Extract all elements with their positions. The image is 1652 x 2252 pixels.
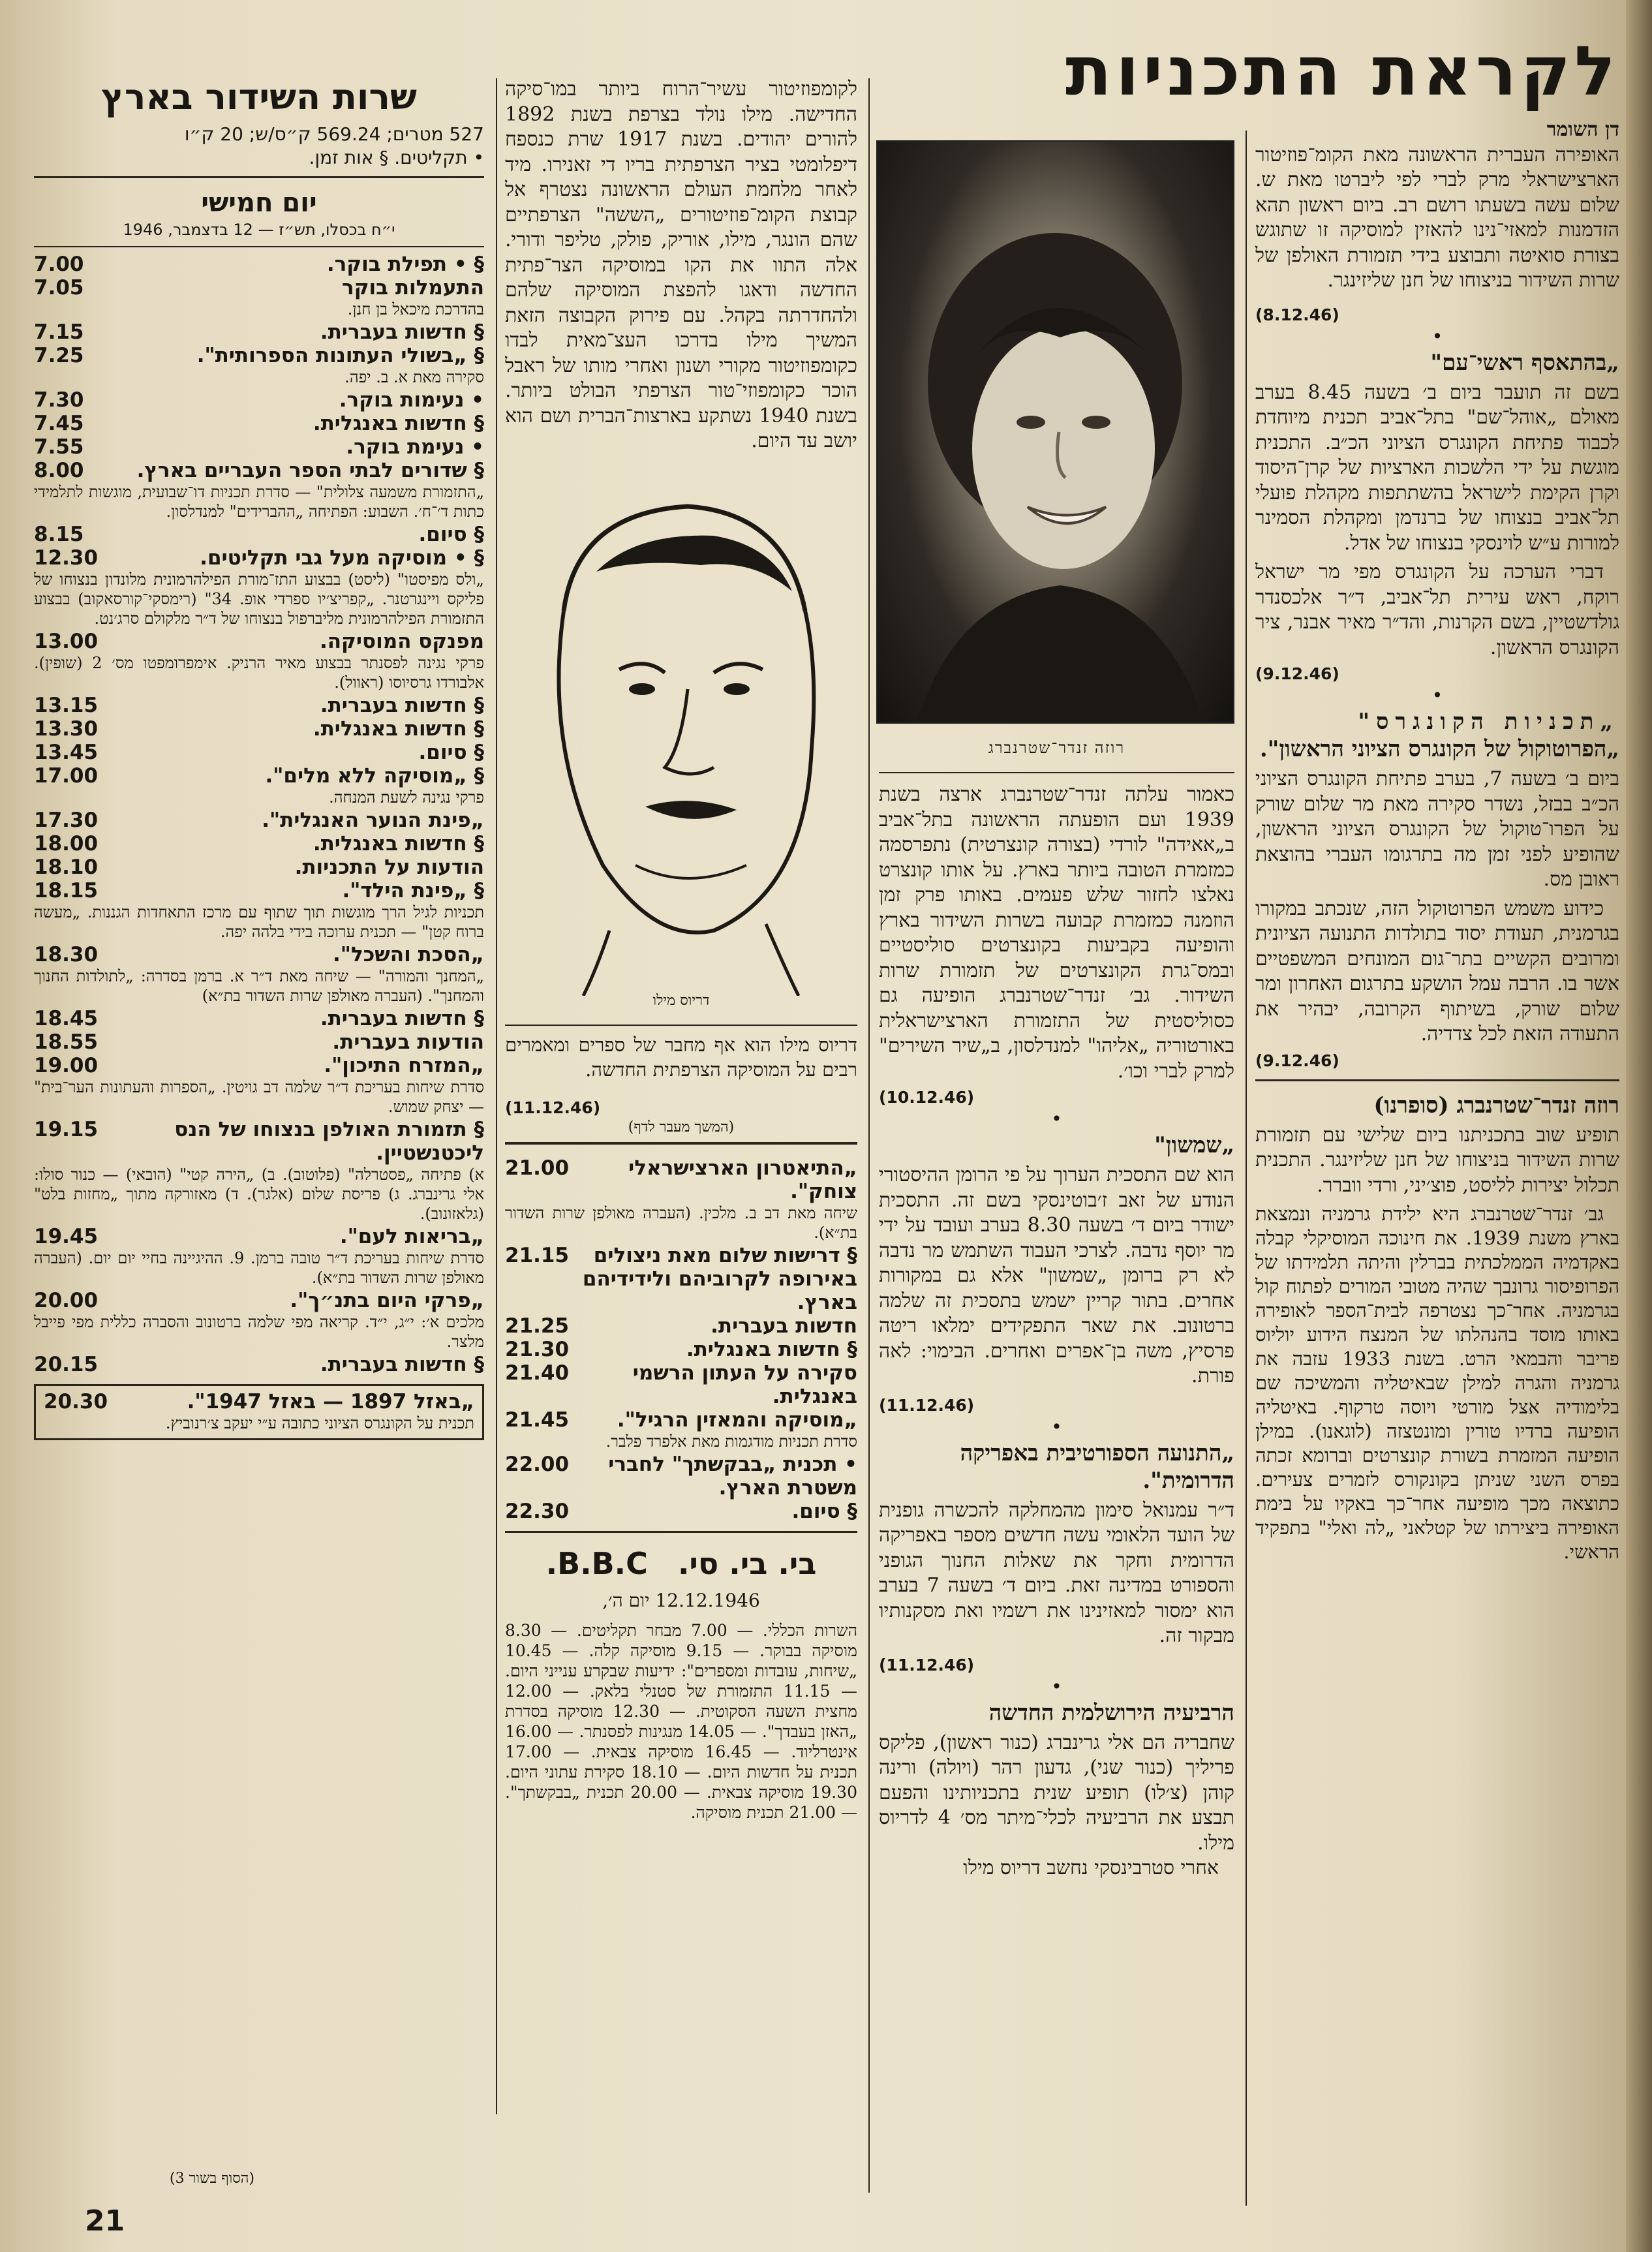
bbc-heading [505,1546,857,1581]
item-time: 7.25 [34,344,84,367]
item-title: הודעות על התכניות. [294,856,484,879]
item-title: § חדשות בעברית. [320,694,484,717]
item-time: 7.55 [34,435,84,459]
milhaud-sketch [505,474,857,1009]
schedule-item [44,1390,474,1413]
item-title: • תכנית „בבקשתך" לחברי משטרת הארץ. [608,1452,857,1500]
samson-heading: „שמשון" [1154,1132,1234,1158]
item-title: § חדשות באנגלית. [686,1337,857,1361]
item-time: 21.00 [505,1156,570,1180]
sketch-note: דריוס מילו הוא אף מחבר של ספרים ומאמרים רבים על המוסיקה הצרפתית החדשה. [505,1033,857,1081]
item-title: § חדשות בעברית. [320,1353,484,1376]
schedule-item [34,276,484,300]
bbc-date: 12.12.1946 יום ה׳, [602,1589,760,1611]
item-title: § תזמורת האולפן בנצוחו של הנס ליכטנשטיין. [174,1118,484,1165]
schedule-item [505,1500,857,1523]
schedule-item [505,1361,857,1408]
item-time: 18.00 [34,832,99,856]
daily-schedule [34,253,484,1376]
item-time: 8.00 [34,459,84,482]
item-time: 20.30 [44,1390,108,1413]
item-title: „באזל 1897 — באזל 1947". [187,1390,474,1413]
rosa-continued: כאמור עלתה זנדר־שטרנברג ארצה בשנת 1939 ועם הופעתה הראשונה בתל־אביב ב„אאידה" לורדי (בצורה קונצרטית) נתפרסמה כמזמרת הטובה ביותר בארץ. על אותו קונצרט נאלצו לחזור שלש פעמים. באותו פרק זמן הוזמנה כמזמרת קבועה בשרות השידור בארץ והופיעה בקביעות בקונצרטים סוליסטיים ובמס־גרת הקונצרטים של תזמורת שרות השידור. גב׳ זנדר־שטרנברג הופיעה גם כסוליסטית של התזמורת הארצישראלית באורטוריה „אליהו" למנדלסון, ב„שיר השירים" למרק לברי וכו׳. [879,783,1234,1083]
asaf-heading: „בהתאסף ראשי־עם" [1430,349,1619,376]
congress-heading: „תכניות הקונגרס" [1358,709,1619,735]
schedule-item [505,1244,857,1314]
item-time: 13.00 [34,630,99,653]
item-title: § סיום. [418,523,484,546]
item-time: 21.15 [505,1243,570,1267]
item-title: „פרקי היום בתנ״ך". [290,1289,484,1312]
item-time: 18.30 [34,943,99,966]
item-title: § • מוסיקה מעל גבי תקליטים. [200,546,484,570]
schedule-item [34,809,484,832]
section-rule [34,246,484,247]
sketch-caption: דריוס מילו [652,992,710,1009]
item-time: 20.00 [34,1289,99,1312]
separator-dot: • [1051,1108,1062,1130]
item-time: 18.15 [34,879,99,902]
item-time: 21.40 [505,1361,570,1385]
schedule-item [34,459,484,482]
schedule-item [34,856,484,879]
item-desc: א) פתיחה „פסטרלה" (פלוטוב). ב) „הירה קטי" (הובאי) — כנור סולו: אלי גרינברג. ג) פריסת שלום (אלגר). ד) מאזורקה מתוך „מחזות בלט" (גלאזונוב). [34,1165,485,1223]
congress-subheading: „הפרוטוקול של הקונגרס הציוני הראשון". [1259,736,1619,762]
schedule-item [34,630,484,653]
section-rule [1255,1079,1619,1081]
schedule-item [34,1007,484,1030]
date-note: (10.12.46) [879,1088,975,1107]
evening-schedule [505,1156,857,1523]
item-time: 19.45 [34,1225,99,1248]
item-title: • נעימות בוקר. [339,388,484,412]
item-time: 12.30 [34,546,99,570]
rosa-text-2: גב׳ זנדר־שטרנברג היא ילידת גרמניה ונמצאת בארץ משנת 1939. את חינוכה המוסיקלי קבלה באקדמיה הממלכתית בברלין והיתה תלמידתו של הפרופיסור גרונבך שהיה מטובי המורים לפתוח קול בגרמניה. אחר־כך נצטרפה לבית־הספר לאופירה באותו מוסד בהנהלתו של המנצח הידוע יוליוס פריבר והבמאי הרט. בשנת 1933 עזבה את גרמניה והגרה למילן שבאיטליה והמשיכה שם בלימודיה אצל מורטי ויוסה טרקוף. באיטליה הופיעה ברדיו טורין ומונטצזה (לוגאנו). במילן הופיעה המזמרת בשורת קונצרטים וברומא זכתה בפרס השני שניתן בקונקורס לזמרים צעירים. כתוצאה מכך מופיעה אחר־כך באקיו על בימת האופירה ביצירתו של קטלאני „לה ואלי" בתפקיד הראשי. [1255,1203,1619,1563]
item-title: § „מוסיקה ללא מלים". [265,764,484,788]
column-4 [34,77,484,1440]
item-desc: סדרת שיחות בעריכת ד״ר שלמה דב גויטין. „הספרות והעתונות הער־בית" — יצחק שמוש. [34,1078,484,1116]
item-desc: שיחה מאת דב ב. מלכין. (העברה מאולפן שרות השדור בת״א). [505,1203,857,1242]
item-title: § דרישות שלום מאת ניצולים באירופה לקרוביהם ולידידיהם בארץ. [582,1243,857,1314]
item-time: 19.00 [34,1054,99,1077]
bbc-schedule-text: השרות הכללי. — 7.00 מבחר תקליטים. — 8.30 מוסיקה בבוקר. — 9.15 מוסיקה קלה. — 10.45 „שיחות, עובדות ומספרים": ידיעות שבקרע ענייני היום. — 11.15 התזמורת של סטנלי בלאק. — 12.00 מחצית השעה הסקוטית. — 12.30 מוסיקה בסדרת „האזן בעבדך". — 14.05 מנגינות לפסנתר. — 16.00 אינטרליוד. — 16.45 מוסיקה צבאית. — 17.00 תכנית על חדשות היום. — 18.10 סקירת עתוני היום. 19.30 מוסיקה צבאית. — 20.00 תכנית „בבקשתך". — 21.00 תכנית מוסיקה. [505,1620,858,1822]
schedule-item [34,832,484,856]
item-title: „מוסיקה והמאזין הרגיל". [617,1408,857,1432]
item-desc: סדרת תכניות מודגמות מאת אלפרד פלבר. [605,1432,857,1451]
sport-text: ד״ר עמנואל סימון מהמחלקה להכשרה גופנית של הועד הלאומי עשה חדשים מספר באפריקה הדרומית וחקר את שאלות החנוך הגופני והספורט במדינה זאת. ביום ד׳ בשעה 7 בערב הוא ימסור למאזינינו את רשמיו ואת מסקנותיו מבקור זה. [879,1498,1234,1647]
col1-intro: האופירה העברית הראשונה מאת הקומ־פוזיטור הארצישראלי מרק לברי לפי ליברטו מאת ש. שלום עשה בשעתו רושם רב. ביום ראשון תהא הזדמנות למאזי־נינו להאזין למוסיקה זו שתוגש בצורת סואיטה ותבוצע בידי תזמורת האולפן של שרות השידור בניצוחו של חנן שליזינגר. [1255,143,1619,292]
asaf-text-2: דברי הערכה על הקונגרס מפי מר ישראל רוקח, ראש עירית תל־אביב, ד״ר אלכסנדר גולדשטיין, בשם הקרנות, והד״ר מאיר אבנר, ציר הקונגרס הראשון. [1255,561,1619,659]
item-time: 22.00 [505,1452,570,1476]
item-desc: בהדרכת מיכאל בן חנן. [347,300,484,318]
item-title: § חדשות באנגלית. [313,412,484,435]
schedule-item [34,1225,484,1248]
schedule-item [34,717,484,741]
item-title: § חדשות בעברית. [320,320,484,344]
item-title: § חדשות באנגלית. [313,717,484,741]
separator-dot: • [1431,325,1443,347]
date-note: (9.12.46) [1255,1051,1339,1070]
item-desc: מלכים א׳: י״ג, י״ד. קריאה מפי שלמה ברטונוב והסברה כללית מפי פייבל מלצר. [34,1313,485,1351]
item-title: „התיאטרון הארצישראלי צוחק". [628,1156,857,1203]
congress-text-2: כידוע משמש הפרוטוקול הזה, שנכתב במקורו בגרמנית, תעודת יסוד בתולדות התנועה הציונית ומרובים הקשיים בתר־גום המונחים המשפטיים אשר בו. הרבה עמל הושקע בתרגום האחרון ומר שלום שורק, בשיתוף הקרובה, יבהיר את התעודה הזאת לכל צדדיה. [1255,897,1619,1045]
schedule-item [34,1030,484,1054]
item-desc: תכנית על הקונגרס הציוני כתובה ע״י יעקב צ׳רנוביץ. [165,1414,474,1432]
frequency-info: 527 מטרים; 569.24 ק״ס/ש; 20 ק״ו [184,123,484,145]
item-time: 21.25 [505,1314,570,1338]
section-rule [505,1531,857,1533]
item-time: 20.15 [34,1353,99,1376]
schedule-item [34,879,484,902]
item-title: § • תפילת בוקר. [326,253,484,276]
item-title: סקירה על העתון הרשמי באנגלית. [632,1361,857,1408]
item-time: 7.45 [34,412,84,435]
item-title: „בריאות לעם". [339,1225,484,1248]
legend: • תקליטים. § אות זמן. [309,147,484,168]
item-time: 7.00 [34,253,84,276]
separator-dot: • [1431,685,1443,706]
item-time: 21.45 [505,1408,570,1432]
portrait-sketch [505,474,857,996]
portrait-photo [876,140,1234,724]
congress-text: ביום ב׳ בשעה 7, בערב פתיחת הקונגרס הציוני הכ״ב בבזל, נשדר סקירה מאת מר שלום שורק על הפרו־טוקול של הקונגרס הציוני הראשון, שהופיע לפני זמן מה בתרגומו העברי בהוצאת ראובן מס. [1255,767,1619,891]
item-desc: סדרת שיחות בעריכת ד״ר טובה ברמן. 9. ההיגיינה בחיי יום יום. (העברה מאולפן שרות השדור בת״א). [34,1249,485,1287]
separator-dot: • [1051,1675,1062,1697]
bbc-title-he: בי. בי. סי. [677,1545,817,1581]
item-time: 13.45 [34,741,99,764]
item-title: § שדורים לבתי הספר העבריים בארץ. [136,459,484,482]
item-desc: „ולס מפיסטו" (ליסט) בבצוע התז־מורת הפילהרמונית מלונדון בנצוחו של פליקס ויינגרטנר. „קפריצ׳יו ספרדי אופ. 34" (רימסקי־קורסאקוב) בבצוע התזמורת הפילהרמונית מליברפול בנצוחו של ד״ר מלקולם סרג׳נט. [34,570,484,628]
item-title: מפנקס המוסיקה. [319,630,484,653]
item-desc: פרקי נגינה לשעת המנחה. [329,788,484,807]
item-time: 18.45 [34,1007,99,1030]
item-desc: פרקי נגינה לפסנתר בבצוע מאיר הרניק. אימפרומפטו מס׳ 2 (שופין). אלבורדו גרסיוסו (ראוול). [34,654,484,692]
date-note: (9.12.46) [1255,664,1339,683]
continued-footer: (הסוף בשור 3) [170,2170,254,2187]
item-time: 18.55 [34,1030,99,1054]
section-rule [505,1025,857,1026]
samson-text: הוא שם התסכית הערוך על פי הרומן ההיסטורי הנודע של זאב ז׳בוטינסקי בשם זה. התסכית ישודר ביום ד׳ בשעה 8.30 בערב ועובד על ידי מר יוסף נדבה. לצרכי העבוד השתמש מר נדבה לא רק ברומן „שמשון" אלא גם במקורות אחרים. בתור קריין ישמש בתסכית זה שלמה ברטונוב. את שאר התפקידים ימלאו ריטה פרסיץ, משה בן־אפרים ואחרים. הבימוי: לאה פורת. [879,1164,1234,1387]
quartet-heading: הרביעיה הירושלמית החדשה [988,1699,1234,1726]
schedule-item [34,523,484,546]
column-rule [1246,131,1247,2206]
schedule-item [34,1289,484,1312]
date-note: (11.12.46) [879,1655,975,1674]
date-note: (11.12.46) [879,1395,975,1415]
item-title: הודעות בעברית. [332,1030,484,1054]
schedule-item [34,1054,484,1077]
day-date: י״ח בכסלו, תש״ז — 12 בדצמבר, 1946 [123,221,395,239]
quartet-text: שחבריה הם אלי גרינברג (כנור ראשון), פליקס פריליך (כנור שני), גדעון רהר (ויולה) ורינה קוהן (צ׳לו) תופיע שנית בתכניותינו והפעם תבצע את הרביעיה לכלי־מיתר מס׳ 4 לדריוס מילו. [879,1731,1235,1855]
portrait-face [878,142,1233,722]
schedule-item [34,741,484,764]
item-time: 21.30 [505,1337,570,1361]
item-title: • נעימת בוקר. [346,435,484,459]
milhaud-text: לקומפוזיטור עשיר־הרוח ביותר במו־סיקה החדישה. מילו נולד בצרפת בשנת 1892 להורים יהודים. בשנת 1917 שרת כנספח דיפלומטי בציר הצרפתית בריו די זאנירו. מיד לאחר מלחמת העולם הראשונה נצטרף אל קבוצת הקומ־פוזיטורים „הששה" הצרפתיים שהם הונגר, מילו, אוריק, פולק, טליפר ודורי. אלה התוו את הקו במוסיקה הצר־פתית החדשה ודאגו להפצת המוסיקה שלהם ולהחדרתה בקהל. עם פירוק הקבוצה הזאת המשיך מילו בדרכו העצ־מאית לבדו כקומפוזיטור מקורי ושנון ואחרי מותו של ראבל הוכר כקומפוזי־טור הצרפתי הבולט ביותר. בשנת 1940 נשתקע בארצות־הברית ושם הוא יושב עד היום. [505,78,857,452]
item-time: 7.05 [34,276,84,300]
bbc-title-en: B.B.C. [545,1545,648,1581]
schedule-item [505,1408,857,1432]
day-heading: יום חמישי [201,188,317,218]
date-note: (8.12.46) [1255,305,1339,324]
item-desc: „המחנך והמורה" — שיחה מאת ד״ר א. ברמן בסדרה: „לתולדות החנוך והמחנך". (העברה מאולפן שרות השדור בת״א) [34,967,484,1005]
schedule-title: שרות השידור בארץ [101,76,417,117]
schedule-item [34,388,484,412]
item-time: 8.15 [34,523,84,546]
column-2 [879,140,1234,1881]
quartet-text-2: אחרי סטרבינסקי נחשב דריוס מילו [963,1857,1219,1879]
column-3 [505,77,857,1824]
item-title: חדשות בעברית. [711,1314,857,1338]
item-time: 18.10 [34,856,99,879]
item-title: „פינת הנוער האנגלית". [262,809,484,832]
page-number: 21 [85,2204,125,2238]
schedule-item [34,764,484,788]
schedule-item [34,344,484,367]
item-time: 7.15 [34,320,84,344]
rosa-heading: רוזה זנדר־שטרנברג (סופרנו) [1373,1092,1619,1118]
item-title: „המזרח התיכון". [324,1054,484,1077]
schedule-item [34,694,484,717]
photo-caption: רוזה זנדר־שטרנברג [988,739,1125,757]
schedule-item [34,943,484,966]
item-time: 13.15 [34,694,99,717]
item-time: 17.30 [34,809,99,832]
schedule-item [34,412,484,435]
item-title: § חדשות בעברית. [320,1007,484,1030]
separator-dot: • [1051,1415,1062,1438]
item-title: „הסכת והשכל". [333,943,484,966]
byline: דן השומר [1546,118,1619,141]
schedule-item [505,1338,857,1361]
schedule-item [505,1314,857,1338]
schedule-item [505,1453,857,1500]
schedule-item [505,1156,857,1203]
item-desc: תכניות לגיל הרך מוגשות תוך שתוף עם מרכז התאחדות הגננות. „מעשה ברוח קטן" — תכנית ערוכה בידי בלהה יפה. [34,903,484,941]
item-title: § סיום. [791,1499,857,1523]
item-title: § „בשולי העתונות הספרותית". [196,344,484,367]
column-rule [868,78,870,2193]
schedule-item [34,253,484,276]
rosa-text: תופיע שוב בתכניתנו ביום שלישי עם תזמורת שרות השידור בניצוחו של חנן שליזינגר. התכנית תכלול יצירות לליסט, פוצ׳יני, ורדי ווברר. [1255,1123,1619,1197]
main-title: לקראת התכניות [1065,31,1619,111]
highlight-box [34,1384,484,1440]
date-note: (11.12.46) [505,1098,601,1117]
schedule-item [34,1118,484,1165]
item-title: § סיום. [418,741,484,764]
item-time: 22.30 [505,1499,570,1523]
asaf-text: בשם זה תועבר ביום ב׳ בשעה 8.45 בערב מאולם „אוהל־שם" בתל־אביב תכנית מיוחדת לכבוד פתיחת הקונגרס הציוני הכ״ב. התכנית מוגשת על ידי הלשכות הארציות של קרן־היסוד וקרן הקימת לישראל בהשתתפות מקהלת פועלי תל־אביב בנצוחו של ברנדמן ומקהלת הסמינר למורות ע״ש לוינסקי בנצוחו של אדל. [1255,380,1619,555]
section-rule [34,176,484,178]
item-title: התעמלות בוקר [342,276,484,300]
section-rule [505,1142,857,1145]
item-desc: „התזמורת משמעה צלולית" — סדרת תכניות דו־שבועית, מוגשות לתלמידי כתות ד׳־ח׳. השבוע: הפתיחה „ההברידים" למנדלסון. [34,483,484,521]
continued-note: (המשך מעבר לדף) [628,1118,735,1135]
item-time: 7.30 [34,388,84,412]
schedule-item [34,546,484,570]
item-title: § „פינת הילד". [342,879,484,902]
schedule-item [34,320,484,344]
column-rule [496,78,497,2114]
section-rule [879,772,1234,773]
item-time: 19.15 [34,1118,99,1141]
book-spine [1626,0,1652,2252]
item-time: 13.30 [34,717,99,741]
item-time: 17.00 [34,764,99,788]
item-desc: סקירה מאת א. ב. יפה. [344,368,484,386]
schedule-item [34,435,484,459]
schedule-item [34,1353,484,1376]
sport-heading: „התנועה הספורטיבית באפריקה הדרומית". [960,1440,1234,1494]
item-title: § חדשות באנגלית. [313,832,484,856]
